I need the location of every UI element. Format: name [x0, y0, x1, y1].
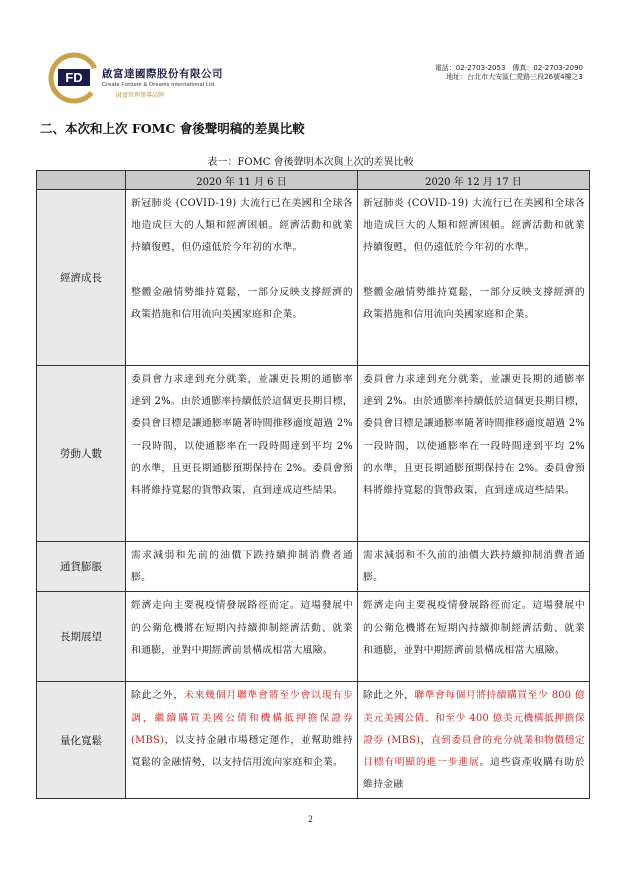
fomc-comparison-table: [36, 170, 590, 799]
company-name: 啟富達國際股份有限公司: [102, 68, 223, 80]
company-identity: [102, 66, 223, 99]
prev-statement-cell: [126, 190, 358, 366]
table-row: [37, 190, 590, 366]
table-row: [37, 542, 590, 592]
company-logo-icon: [48, 52, 100, 104]
row-label-economic-growth: 經濟成長: [37, 190, 126, 366]
header-cell-prev-date: 2020 年 11 月 6 日: [126, 171, 358, 190]
header-cell-curr-date: 2020 年 12 月 17 日: [358, 171, 590, 190]
address-line: 地址：台北市大安區仁愛路三段26號4樓之3: [446, 73, 583, 81]
curr-statement-cell: [358, 190, 590, 366]
qe-prev-text: ，以支持金融市場穩定運作，並幫助維持寬鬆的金融情勢，以支持信用流向家庭和企業。: [131, 734, 353, 769]
curr-paragraph: 新冠肺炎 (COVID-19) 大流行已在美國和全球各地造成巨大的人類和經濟困頓。經濟活動和就業持續復甦，但仍遠低於今年初的水準。: [363, 198, 585, 254]
prev-paragraph: 整體金融情勢維持寬鬆，一部分反映支撐經濟的政策措施和信用流向美國家庭和企業。: [131, 286, 353, 320]
row-label-labor: 勞動人數: [37, 366, 126, 542]
header-cell-empty: [37, 171, 126, 190]
curr-statement-cell: 需求減弱和不久前的油價大跌持續抑制消費者通膨。: [358, 542, 590, 592]
qe-curr-text: 。這些資產收購有助於維持金融: [363, 757, 585, 791]
table-header-row: [37, 171, 590, 190]
row-label-long-term-outlook: 長期展望: [37, 592, 126, 682]
prev-paragraph: 新冠肺炎 (COVID-19) 大流行已在美國和全球各地造成巨大的人類和經濟困頓。經濟活動和就業持續復甦，但仍遠低於今年初的水準。: [131, 198, 353, 254]
contact-info: [435, 64, 583, 82]
row-label-qe: 量化寬鬆: [37, 682, 126, 799]
company-slogan: 財富管理領導品牌: [116, 92, 165, 99]
qe-prev-highlight: 未來幾個月聯準會將至少會以現有步調，繼續購買美國公債和機構抵押擔保證券 (MBS): [131, 690, 353, 746]
table-row: [37, 366, 590, 542]
prev-statement-cell: [126, 682, 358, 799]
qe-curr-text: 除此之外，: [363, 690, 415, 702]
logo-initials: FD: [65, 70, 83, 85]
qe-prev-text: 除此之外，: [131, 690, 184, 702]
curr-statement-cell: [358, 682, 590, 799]
phone-fax-line: 電話：02-2703-2053 傳真：02-2703-2090: [434, 64, 583, 72]
curr-statement-cell: 經濟走向主要視疫情發展路徑而定。這場發展中的公衛危機將在短期內持續抑制經濟活動、就業和通膨，並對中期經濟前景構成相當大風險。: [358, 592, 590, 682]
page-number: 2: [308, 814, 313, 824]
row-label-inflation: 通貨膨脹: [37, 542, 126, 592]
prev-statement-cell: 經濟走向主要視疫情發展路徑而定。這場發展中的公衛危機將在短期內持續抑制經濟活動、就業和通膨，並對中期經濟前景構成相當大風險。: [126, 592, 358, 682]
table-row: [37, 682, 590, 799]
curr-paragraph: 整體金融情勢維持寬鬆，一部分反映支撐經濟的政策措施和信用流向美國家庭和企業。: [363, 286, 585, 320]
qe-curr-text: ，: [420, 734, 431, 746]
prev-statement-cell: 委員會力求達到充分就業，並讓更長期的通膨率達到 2%。由於通膨率持續低於這個更長期目標，委員會目標是讓通膨率隨著時間推移適度超過 2% 一段時間，以使通膨率在一段時間達到平均 2% 的水準，且更長期通膨預期保持在 2%。委員會預料將維持寬鬆的貨幣政策，直到達成這些結果。: [126, 366, 358, 542]
company-name-en: Create Fortune & Dreams International Ltd.: [102, 82, 216, 88]
qe-curr-highlight: 聯準會每個月將持續購買至少 800 億美元美國公債、和至少 400 億美元機構抵押擔保證券 (MBS): [363, 690, 585, 746]
letterhead: [0, 0, 621, 100]
table-row: [37, 592, 590, 682]
table-caption: 表一：FOMC 會後聲明本次與上次的差異比較: [207, 157, 414, 168]
section-title: 二、本次和上次 FOMC 會後聲明稿的差異比較: [40, 121, 305, 136]
curr-statement-cell: 委員會力求達到充分就業，並讓更長期的通膨率達到 2%。由於通膨率持續低於這個更長期目標，委員會目標是讓通膨率隨著時間推移適度超過 2% 一段時間，以使通膨率在一段時間達到平均 2% 的水準，且更長期通膨預期保持在 2%。委員會預料將維持寬鬆的貨幣政策，直到達成這些結果。: [358, 366, 590, 542]
qe-curr-highlight: 直到委員會的充分就業和物價穩定目標有明顯的進一步進展: [363, 734, 586, 769]
prev-statement-cell: 需求減弱和先前的油價下跌持續抑制消費者通膨。: [126, 542, 358, 592]
